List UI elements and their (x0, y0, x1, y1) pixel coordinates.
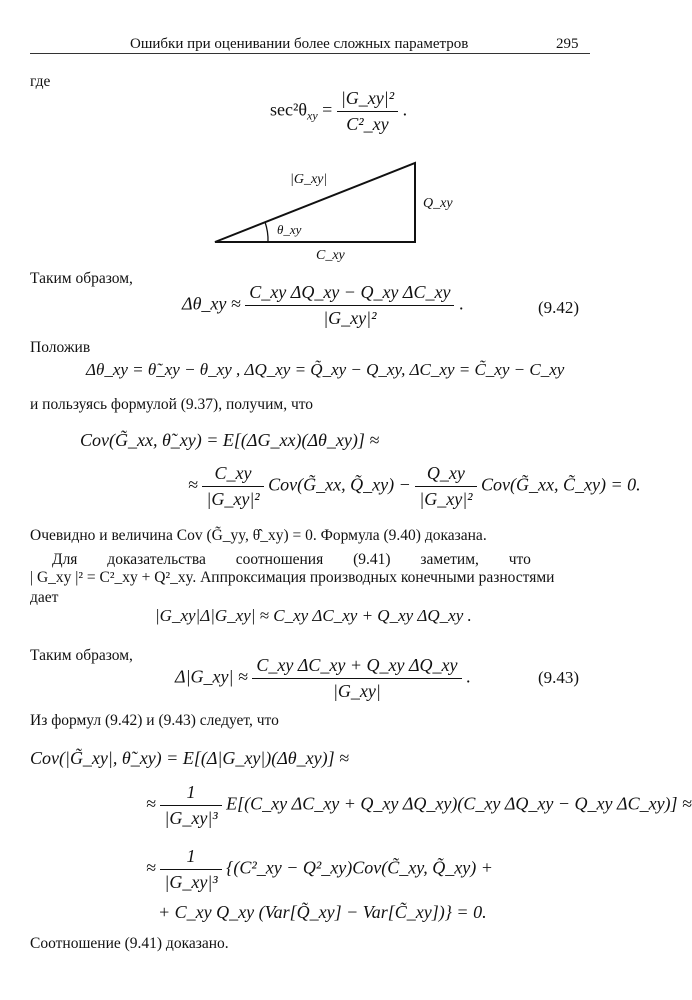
eq-942-lhs: Δθ_xy ≈ (182, 293, 241, 314)
angle-label: θ_xy (277, 222, 302, 237)
setting-label: Положив (30, 339, 91, 356)
deltas-definition: Δθ_xy = θ̃_xy − θ_xy , ΔQ_xy = Q̃_xy − Q_xy, ΔC_xy = C̃_xy − C_xy (86, 360, 565, 379)
cov-gxx-middle: Cov(G̃_xx, Q̃_xy) − (268, 474, 411, 495)
eq-sec-numerator: |G_xy|² (340, 88, 395, 108)
cov-gxy-line4: + C_xy Q_xy (Var[Q̃_xy] − Var[C̃_xy])} = 0. (158, 902, 487, 922)
cov-gxx-frac2 (415, 463, 476, 510)
obvious-text: Очевидно и величина Cov (G̃_yy, θ̂_xy) = 0. Формула (9.40) доказана. (30, 527, 487, 544)
page-number: 295 (556, 36, 579, 52)
cov-gxy-l3-num: 1 (186, 846, 196, 866)
eq-943-tail: . (466, 666, 471, 687)
where-label: где (30, 73, 51, 90)
bottom-side-label: C_xy (316, 248, 345, 263)
eq-943-lhs: Δ|G_xy| ≈ (175, 666, 248, 687)
cov-gxy-line3 (146, 846, 493, 893)
equation-number-9-42: (9.42) (538, 298, 580, 317)
thus-label-2: Таким образом, (30, 647, 133, 664)
thus-label-1: Таким образом, (30, 270, 133, 287)
equation-approx: |G_xy|Δ|G_xy| ≈ C_xy ΔC_xy + Q_xy ΔQ_xy . (155, 606, 472, 625)
cov-gxx-approx: ≈ (188, 474, 198, 495)
proof-line-2: | G_xy |² = C²_xy + Q²_xy. Аппроксимация производных конечными разностями (30, 569, 555, 586)
equation-9-42 (182, 282, 463, 329)
eq-sec-tail: . (402, 99, 408, 120)
proof-line-3: дает (30, 589, 59, 606)
hyp-label: |G_xy| (290, 172, 328, 187)
from-formulas-text: Из формул (9.42) и (9.43) следует, что (30, 712, 279, 729)
cov-gxy-line2 (146, 782, 692, 829)
equation-sec: $\sec^2\theta_{xy}$ = $\frac{\text{|G\_xy|²}}{\text{C²\_xy}}$ . (270, 88, 408, 134)
eq-sec-fraction (337, 88, 398, 135)
cov-gxx-line2 (188, 463, 641, 510)
cov-gxx-frac2-num: Q_xy (426, 463, 465, 483)
eq-943-fraction (252, 655, 461, 702)
cov-gxy-line1: Cov(|G̃_xy|, θ̃_xy) = E[(Δ|G_xy|)(Δθ_xy)] ≈ (30, 748, 350, 768)
angle-arc (265, 222, 268, 242)
using-formula-text: и пользуясь формулой (9.37), получим, что (30, 396, 314, 413)
cov-gxy-l2-frac (160, 782, 221, 829)
cov-gxy-l2-approx: ≈ (146, 793, 156, 814)
eq-942-numerator: C_xy ΔQ_xy − Q_xy ΔC_xy (249, 282, 451, 302)
cov-gxx-frac1 (202, 463, 263, 510)
eq-942-denominator: |G_xy|² (245, 305, 454, 329)
cov-gxy-l2-rest: E[(C_xy ΔC_xy + Q_xy ΔQ_xy)(C_xy ΔQ_xy − Q_xy ΔC_xy)] ≈ (226, 793, 692, 814)
eq-942-tail: . (458, 293, 464, 314)
cov-gxx-frac1-num: C_xy (214, 463, 252, 483)
eq-sec-denominator: C²_xy (337, 111, 398, 135)
equation-number-9-43: (9.43) (538, 668, 580, 687)
eq-943-numerator: C_xy ΔC_xy + Q_xy ΔQ_xy (256, 655, 458, 675)
cov-gxy-l3-den: |G_xy|³ (160, 869, 221, 893)
proof-line-1: Для доказательства соотношения (9.41) заметим, что (52, 551, 531, 568)
equation-9-43 (175, 655, 471, 702)
conclusion-text: Соотношение (9.41) доказано. (30, 935, 229, 952)
eq-sec-lhs-sub: xy (307, 108, 318, 123)
cov-gxy-l3-approx: ≈ (146, 857, 156, 878)
cov-gxx-end: Cov(G̃_xx, C̃_xy) = 0. (481, 474, 641, 495)
cov-gxy-l3-frac (160, 846, 221, 893)
eq-943-denominator: |G_xy| (252, 678, 461, 702)
cov-gxx-frac2-den: |G_xy|² (415, 486, 476, 510)
eq-sec-lhs: sec²θ (270, 99, 308, 120)
running-header-title: Ошибки при оценивании более сложных параметров (130, 36, 469, 52)
eq-942-fraction (245, 282, 454, 329)
header-rule (30, 53, 590, 54)
cov-gxx-frac1-den: |G_xy|² (202, 486, 263, 510)
cov-gxx-line1: Cov(G̃_xx, θ̃_xy) = E[(ΔG_xx)(Δθ_xy)] ≈ (80, 430, 380, 450)
cov-gxy-l2-den: |G_xy|³ (160, 805, 221, 829)
cov-gxy-l3-rest: {(C²_xy − Q²_xy)Cov(C̃_xy, Q̃_xy) + (226, 857, 493, 878)
right-side-label: Q_xy (423, 196, 453, 211)
cov-gxy-l2-num: 1 (186, 782, 196, 802)
